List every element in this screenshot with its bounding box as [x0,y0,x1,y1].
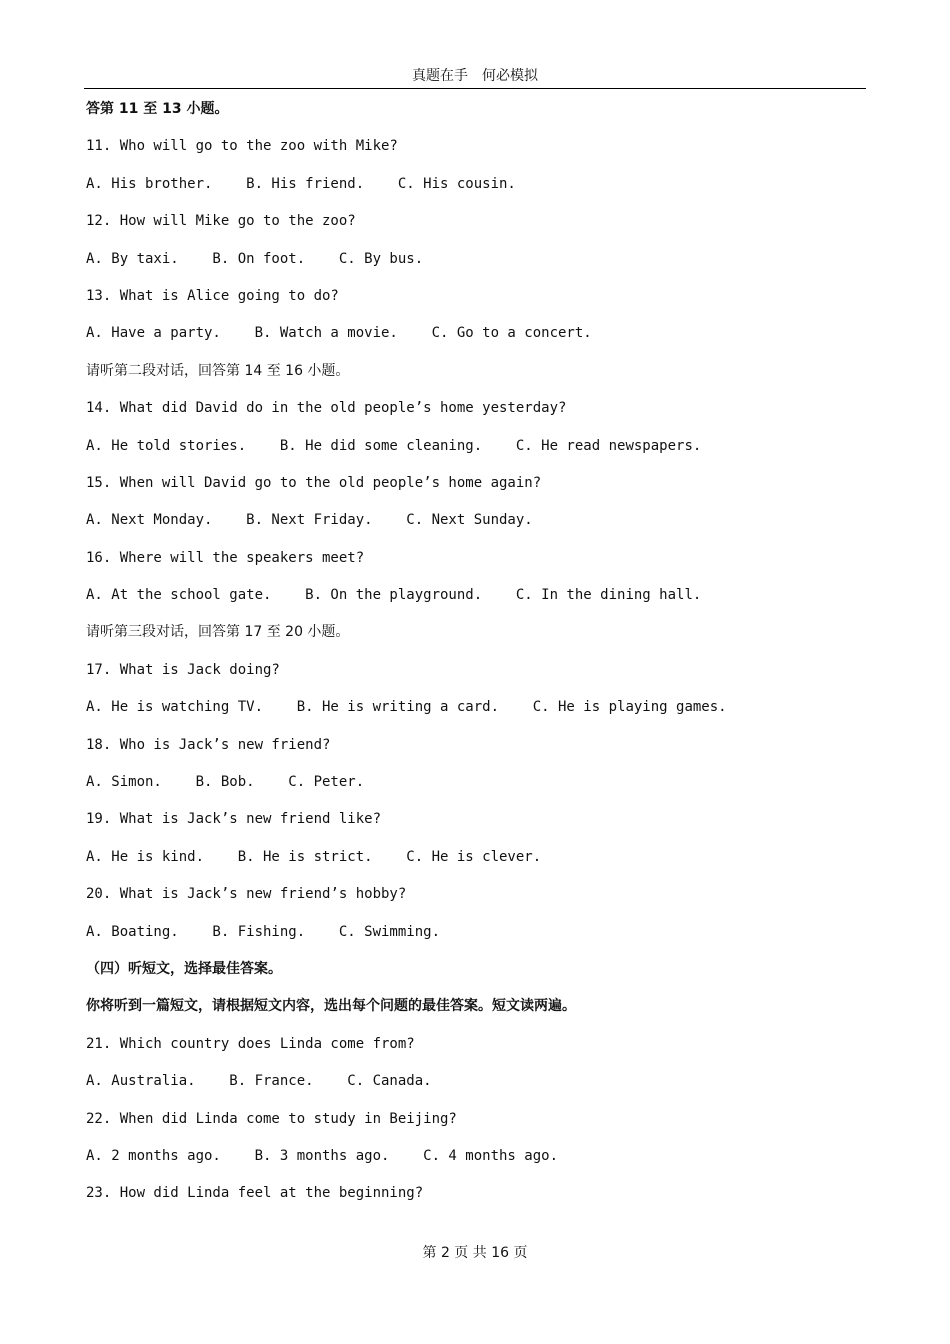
question-line: 12. How will Mike go to the zoo? [86,213,356,230]
document-body [86,98,876,1220]
header-divider [84,88,866,89]
section-instruction: 你将听到一篇短文，请根据短文内容，选出每个问题的最佳答案。短文读两遍。 [86,998,576,1015]
question-line: 22. When did Linda come to study in Beijing? [86,1110,457,1127]
question-line: 15. When will David go to the old people’s home again? [86,474,542,491]
question-line: A. He is watching TV. B. He is writing a card. C. He is playing games. [86,699,727,716]
question-line: 23. How did Linda feel at the beginning? [86,1185,424,1202]
question-line: 20. What is Jack’s new friend’s hobby? [86,886,407,903]
question-line: 19. What is Jack’s new friend like? [86,811,382,828]
section-instruction: 答第 11 至 13 小题。 [86,101,229,117]
page-footer: 第 2 页 共 16 页 [422,1245,528,1261]
section-instruction: （四）听短文，选择最佳答案。 [86,960,282,977]
question-line: A. He told stories. B. He did some cleaning. C. He read newspapers. [86,437,702,454]
question-line: 16. Where will the speakers meet? [86,549,365,566]
page-header: 真题在手 何必模拟 [412,68,538,84]
section-instruction: 请听第三段对话，回答第 17 至 20 小题。 [86,624,350,641]
question-line: A. 2 months ago. B. 3 months ago. C. 4 months ago. [86,1147,559,1164]
question-line: A. Simon. B. Bob. C. Peter. [86,774,365,791]
question-line: 21. Which country does Linda come from? [86,1035,415,1052]
question-line: A. By taxi. B. On foot. C. By bus. [86,250,424,267]
question-line: 18. Who is Jack’s new friend? [86,736,331,753]
question-line: 14. What did David do in the old people’s home yesterday? [86,400,567,417]
question-line: A. Boating. B. Fishing. C. Swimming. [86,923,441,940]
question-line: A. Australia. B. France. C. Canada. [86,1073,432,1090]
question-line: 11. Who will go to the zoo with Mike? [86,138,398,155]
question-line: A. Have a party. B. Watch a movie. C. Go to a concert. [86,325,592,342]
question-line: A. Next Monday. B. Next Friday. C. Next Sunday. [86,512,533,529]
section-instruction: 请听第二段对话，回答第 14 至 16 小题。 [86,362,350,379]
question-line: A. At the school gate. B. On the playground. C. In the dining hall. [86,587,702,604]
question-line: 17. What is Jack doing? [86,661,280,678]
question-line: 13. What is Alice going to do? [86,287,339,304]
question-line: A. He is kind. B. He is strict. C. He is clever. [86,848,542,865]
question-line: A. His brother. B. His friend. C. His cousin. [86,175,516,192]
